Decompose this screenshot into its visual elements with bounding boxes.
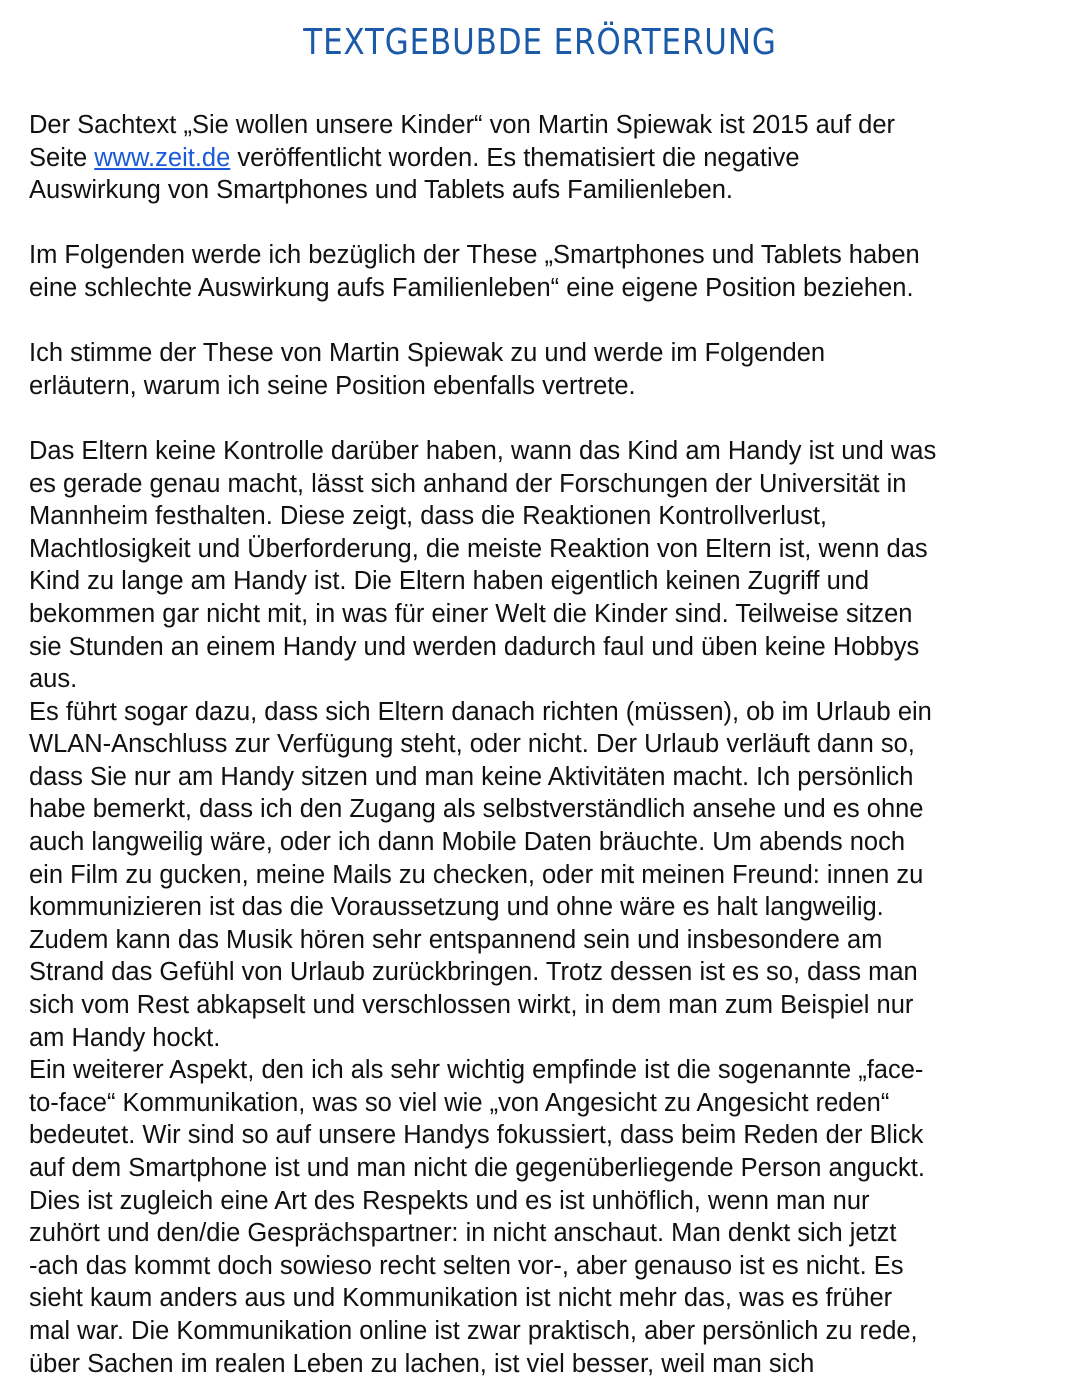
text-line bbox=[29, 142, 1049, 175]
text-line: zuhört und den/die Gesprächspartner: in nicht anschaut. Man denkt sich jetzt bbox=[29, 1219, 897, 1248]
text-line: Der Sachtext „Sie wollen unsere Kinder“ von Martin Spiewak ist 2015 auf der bbox=[29, 111, 896, 139]
text-line: mal war. Die Kommunikation online ist zwar praktisch, aber persönlich zu rede, bbox=[29, 1316, 918, 1345]
position-paragraph bbox=[29, 337, 1049, 402]
text-line: sieht kaum anders aus und Kommunikation ist nicht mehr das, was es früher bbox=[29, 1284, 893, 1313]
text-line: to-face“ Kommunikation, was so viel wie „von Angesicht zu Angesicht reden“ bbox=[29, 1088, 890, 1117]
text-segment: Seite bbox=[29, 143, 95, 172]
text-line: ein Film zu gucken, meine Mails zu checken, oder mit meinen Freund: innen zu bbox=[29, 860, 924, 889]
zeit-link[interactable]: www.zeit.de bbox=[94, 143, 231, 172]
text-line: Im Folgenden werde ich bezüglich der These „Smartphones und Tablets haben bbox=[29, 241, 920, 270]
text-line: eine schlechte Auswirkung aufs Familienleben“ eine eigene Position beziehen. bbox=[29, 273, 914, 302]
text-line: bekommen gar nicht mit, in was für einer Welt die Kinder sind. Teilweise sitzen bbox=[29, 599, 913, 628]
text-line: auch langweilig wäre, oder ich dann Mobile Daten bräuchte. Um abends noch bbox=[29, 828, 906, 857]
text-line: dass Sie nur am Handy sitzen und man keine Aktivitäten macht. Ich persönlich bbox=[29, 762, 914, 791]
text-line: Machtlosigkeit und Überforderung, die meiste Reaktion von Eltern ist, wenn das bbox=[29, 534, 928, 563]
text-line: -ach das kommt doch sowieso recht selten vor-, aber genauso ist es nicht. Es bbox=[29, 1251, 904, 1280]
text-segment: veröffentlicht worden. Es thematisiert die negative bbox=[230, 143, 800, 172]
text-line: über Sachen im realen Leben zu lachen, ist viel besser, weil man sich bbox=[29, 1349, 815, 1378]
text-line: sie Stunden an einem Handy und werden dadurch faul und üben keine Hobbys bbox=[29, 632, 920, 661]
main-argument-paragraph bbox=[29, 435, 1049, 1380]
text-line: bedeutet. Wir sind so auf unsere Handys fokussiert, dass beim Reden der Blick bbox=[29, 1121, 924, 1150]
intro-paragraph bbox=[29, 109, 1049, 207]
text-line: Dies ist zugleich eine Art des Respekts und es ist unhöflich, wenn man nur bbox=[29, 1186, 870, 1215]
text-line: Es führt sogar dazu, dass sich Eltern danach richten (müssen), ob im Urlaub ein bbox=[29, 697, 932, 726]
text-line: es gerade genau macht, lässt sich anhand der Forschungen der Universität in bbox=[29, 469, 907, 498]
text-line: aus. bbox=[29, 665, 78, 694]
text-line: Auswirkung von Smartphones und Tablets aufs Familienleben. bbox=[29, 176, 734, 205]
thesis-paragraph bbox=[29, 239, 1049, 304]
text-line: sich vom Rest abkapselt und verschlossen wirkt, in dem man zum Beispiel nur bbox=[29, 991, 914, 1020]
document-body bbox=[29, 109, 1049, 1380]
text-line: Strand das Gefühl von Urlaub zurückbringen. Trotz dessen ist es so, dass man bbox=[29, 958, 918, 987]
text-line: Zudem kann das Musik hören sehr entspannend sein und insbesondere am bbox=[29, 925, 883, 954]
text-line: Mannheim festhalten. Diese zeigt, dass die Reaktionen Kontrollverlust, bbox=[29, 502, 828, 531]
text-line: auf dem Smartphone ist und man nicht die gegenüberliegende Person anguckt. bbox=[29, 1154, 925, 1182]
text-line: WLAN-Anschluss zur Verfügung steht, oder nicht. Der Urlaub verläuft dann so, bbox=[29, 730, 915, 759]
text-line: habe bemerkt, dass ich den Zugang als selbstverständlich ansehe und es ohne bbox=[29, 795, 924, 824]
text-line: Ein weiterer Aspekt, den ich als sehr wichtig empfinde ist die sogenannte „face- bbox=[29, 1056, 924, 1085]
text-line: am Handy hockt. bbox=[29, 1023, 221, 1052]
text-line: Kind zu lange am Handy ist. Die Eltern haben eigentlich keinen Zugriff und bbox=[29, 567, 870, 596]
text-line: Ich stimme der These von Martin Spiewak zu und werde im Folgenden bbox=[29, 339, 826, 368]
text-line: kommunizieren ist das die Voraussetzung und ohne wäre es halt langweilig. bbox=[29, 893, 884, 922]
text-line: Das Eltern keine Kontrolle darüber haben, wann das Kind am Handy ist und was bbox=[29, 436, 937, 465]
document-title: TEXTGEBUBDE ERÖRTERUNG bbox=[303, 22, 777, 63]
text-line: erläutern, warum ich seine Position ebenfalls vertrete. bbox=[29, 371, 636, 400]
